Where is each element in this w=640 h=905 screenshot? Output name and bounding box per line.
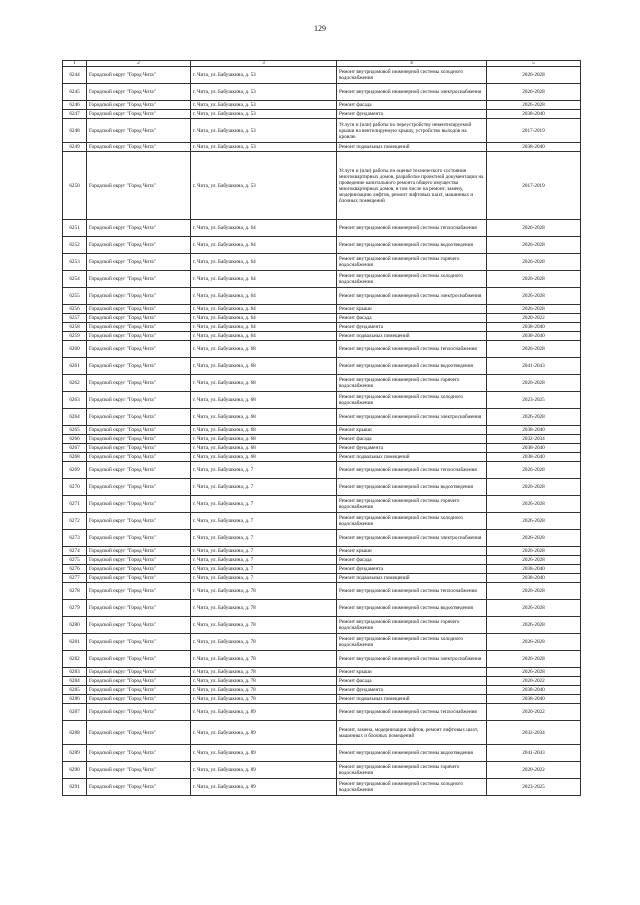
municipality-cell: Городской округ "Город Чита" xyxy=(87,220,191,237)
work-type-cell: Ремонт внутридомовой инженерной системы теплоснабжения xyxy=(337,704,487,721)
period-cell: 2020-2022 xyxy=(487,677,581,686)
work-type-cell: Ремонт фасада xyxy=(337,435,487,444)
work-type-cell: Ремонт внутридомовой инженерной системы холодного водоснабжения xyxy=(337,779,487,796)
table-row xyxy=(63,84,581,101)
work-type-cell: Ремонт внутридомовой инженерной системы электроснабжения xyxy=(337,288,487,305)
address-cell: г. Чита, ул. Бабушкина, д. 68 xyxy=(191,409,337,426)
period-cell: 2026-2028 xyxy=(487,496,581,513)
municipality-cell: Городской округ "Город Чита" xyxy=(87,695,191,704)
work-type-cell: Ремонт внутридомовой инженерной системы электроснабжения xyxy=(337,84,487,101)
row-number-cell: 6275 xyxy=(63,556,87,565)
municipality-cell: Городской округ "Город Чита" xyxy=(87,110,191,119)
municipality-cell: Городской округ "Город Чита" xyxy=(87,634,191,651)
municipality-cell: Городской округ "Город Чита" xyxy=(87,779,191,796)
municipality-cell: Городской округ "Город Чита" xyxy=(87,288,191,305)
period-cell: 2026-2028 xyxy=(487,409,581,426)
address-cell: г. Чита, ул. Бабушкина, д. 64 xyxy=(191,305,337,314)
table-row xyxy=(63,254,581,271)
address-cell: г. Чита, ул. Бабушкина, д. 68 xyxy=(191,453,337,462)
address-cell: г. Чита, ул. Бабушкина, д. 89 xyxy=(191,704,337,721)
row-number-cell: 6250 xyxy=(63,152,87,220)
work-type-cell: Ремонт внутридомовой инженерной системы водоотведения xyxy=(337,237,487,254)
period-cell: 2038-2040 xyxy=(487,426,581,435)
address-cell: г. Чита, ул. Бабушкина, д. 7 xyxy=(191,513,337,530)
row-number-cell: 6268 xyxy=(63,453,87,462)
repair-schedule-table xyxy=(62,60,581,796)
table-row xyxy=(63,651,581,668)
row-number-cell: 6283 xyxy=(63,668,87,677)
municipality-cell: Городской округ "Город Чита" xyxy=(87,426,191,435)
work-type-cell: Ремонт фундамента xyxy=(337,686,487,695)
row-number-cell: 6276 xyxy=(63,565,87,574)
table-row xyxy=(63,574,581,583)
row-number-cell: 6256 xyxy=(63,305,87,314)
work-type-cell: Ремонт внутридомовой инженерной системы горячего водоснабжения xyxy=(337,762,487,779)
row-number-cell: 6255 xyxy=(63,288,87,305)
municipality-cell: Городской округ "Город Чита" xyxy=(87,704,191,721)
address-cell: г. Чита, ул. Бабушкина, д. 68 xyxy=(191,444,337,453)
row-number-cell: 6273 xyxy=(63,530,87,547)
address-cell: г. Чита, ул. Бабушкина, д. 68 xyxy=(191,435,337,444)
work-type-cell: Ремонт подвальных помещений xyxy=(337,574,487,583)
municipality-cell: Городской округ "Город Чита" xyxy=(87,305,191,314)
municipality-cell: Городской округ "Город Чита" xyxy=(87,462,191,479)
work-type-cell: Ремонт внутридомовой инженерной системы электроснабжения xyxy=(337,530,487,547)
municipality-cell: Городской округ "Город Чита" xyxy=(87,565,191,574)
table-row xyxy=(63,556,581,565)
table-row xyxy=(63,409,581,426)
period-cell: 2017-2019 xyxy=(487,119,581,143)
table-row xyxy=(63,600,581,617)
work-type-cell: Ремонт внутридомовой инженерной системы теплоснабжения xyxy=(337,462,487,479)
address-cell: г. Чита, ул. Бабушкина, д. 53 xyxy=(191,84,337,101)
work-type-cell: Ремонт внутридомовой инженерной системы холодного водоснабжения xyxy=(337,513,487,530)
table-row xyxy=(63,67,581,84)
table-row xyxy=(63,143,581,152)
table-row xyxy=(63,426,581,435)
row-number-cell: 6277 xyxy=(63,574,87,583)
municipality-cell: Городской округ "Город Чита" xyxy=(87,435,191,444)
period-cell: 2026-2028 xyxy=(487,583,581,600)
table-row xyxy=(63,762,581,779)
table-row xyxy=(63,444,581,453)
municipality-cell: Городской округ "Город Чита" xyxy=(87,444,191,453)
work-type-cell: Ремонт крыши xyxy=(337,668,487,677)
row-number-cell: 6260 xyxy=(63,341,87,358)
row-number-cell: 6284 xyxy=(63,677,87,686)
table-row xyxy=(63,332,581,341)
address-cell: г. Чита, ул. Бабушкина, д. 64 xyxy=(191,220,337,237)
row-number-cell: 6266 xyxy=(63,435,87,444)
row-number-cell: 6282 xyxy=(63,651,87,668)
work-type-cell: Ремонт крыши xyxy=(337,305,487,314)
row-number-cell: 6281 xyxy=(63,634,87,651)
address-cell: г. Чита, ул. Бабушкина, д. 64 xyxy=(191,332,337,341)
address-cell: г. Чита, ул. Бабушкина, д. 53 xyxy=(191,67,337,84)
work-type-cell: Ремонт фундамента xyxy=(337,110,487,119)
municipality-cell: Городской округ "Город Чита" xyxy=(87,745,191,762)
period-cell: 2026-2028 xyxy=(487,84,581,101)
table-row xyxy=(63,220,581,237)
table-row xyxy=(63,462,581,479)
address-cell: г. Чита, ул. Бабушкина, д. 7 xyxy=(191,479,337,496)
period-cell: 2038-2040 xyxy=(487,453,581,462)
table-row xyxy=(63,271,581,288)
work-type-cell: Ремонт внутридомовой инженерной системы горячего водоснабжения xyxy=(337,617,487,634)
table-row xyxy=(63,288,581,305)
row-number-cell: 6264 xyxy=(63,409,87,426)
address-cell: г. Чита, ул. Бабушкина, д. 64 xyxy=(191,323,337,332)
table-row xyxy=(63,668,581,677)
period-cell: 2038-2040 xyxy=(487,574,581,583)
table-row xyxy=(63,479,581,496)
address-cell: г. Чита, ул. Бабушкина, д. 7 xyxy=(191,556,337,565)
row-number-cell: 6288 xyxy=(63,721,87,745)
municipality-cell: Городской округ "Город Чита" xyxy=(87,617,191,634)
address-cell: г. Чита, ул. Бабушкина, д. 78 xyxy=(191,677,337,686)
page-number: 129 xyxy=(314,24,326,33)
period-cell: 2026-2028 xyxy=(487,634,581,651)
work-type-cell: Услуги и (или) работы по оценке технического состояния многоквартирных домов, разработке проектной документации на проведение капитального ремонта общего имущества многоквартирных домов, в том числе на ремонт, замену, модернизацию лифтов, ремонт лифтовых шахт, машинных и блочных помещений xyxy=(337,152,487,220)
row-number-cell: 6274 xyxy=(63,547,87,556)
municipality-cell: Городской округ "Город Чита" xyxy=(87,358,191,375)
work-type-cell: Ремонт внутридомовой инженерной системы электроснабжения xyxy=(337,651,487,668)
column-number: 1 xyxy=(63,61,87,67)
address-cell: г. Чита, ул. Бабушкина, д. 7 xyxy=(191,496,337,513)
period-cell: 2026-2028 xyxy=(487,220,581,237)
address-cell: г. Чита, ул. Бабушкина, д. 78 xyxy=(191,617,337,634)
address-cell: г. Чита, ул. Бабушкина, д. 68 xyxy=(191,341,337,358)
period-cell: 2038-2040 xyxy=(487,695,581,704)
municipality-cell: Городской округ "Город Чита" xyxy=(87,556,191,565)
address-cell: г. Чита, ул. Бабушкина, д. 53 xyxy=(191,110,337,119)
address-cell: г. Чита, ул. Бабушкина, д. 53 xyxy=(191,143,337,152)
period-cell: 2023-2025 xyxy=(487,779,581,796)
row-number-cell: 6244 xyxy=(63,67,87,84)
work-type-cell: Ремонт внутридомовой инженерной системы горячего водоснабжения xyxy=(337,375,487,392)
address-cell: г. Чита, ул. Бабушкина, д. 78 xyxy=(191,651,337,668)
period-cell: 2026-2028 xyxy=(487,288,581,305)
table-row xyxy=(63,375,581,392)
row-number-cell: 6267 xyxy=(63,444,87,453)
municipality-cell: Городской округ "Город Чита" xyxy=(87,762,191,779)
period-cell: 2026-2028 xyxy=(487,479,581,496)
row-number-cell: 6254 xyxy=(63,271,87,288)
municipality-cell: Городской округ "Город Чита" xyxy=(87,332,191,341)
municipality-cell: Городской округ "Город Чита" xyxy=(87,101,191,110)
table-row xyxy=(63,119,581,143)
address-cell: г. Чита, ул. Бабушкина, д. 64 xyxy=(191,237,337,254)
municipality-cell: Городской округ "Город Чита" xyxy=(87,496,191,513)
period-cell: 2017-2019 xyxy=(487,152,581,220)
municipality-cell: Городской округ "Город Чита" xyxy=(87,237,191,254)
address-cell: г. Чита, ул. Бабушкина, д. 7 xyxy=(191,574,337,583)
work-type-cell: Ремонт внутридомовой инженерной системы холодного водоснабжения xyxy=(337,392,487,409)
municipality-cell: Городской округ "Город Чита" xyxy=(87,721,191,745)
table-row xyxy=(63,565,581,574)
municipality-cell: Городской округ "Город Чита" xyxy=(87,574,191,583)
table-row xyxy=(63,745,581,762)
municipality-cell: Городской округ "Город Чита" xyxy=(87,677,191,686)
table-row xyxy=(63,704,581,721)
period-cell: 2020-2022 xyxy=(487,704,581,721)
row-number-cell: 6265 xyxy=(63,426,87,435)
address-cell: г. Чита, ул. Бабушкина, д. 7 xyxy=(191,462,337,479)
work-type-cell: Ремонт внутридомовой инженерной системы водоотведения xyxy=(337,358,487,375)
table-row xyxy=(63,392,581,409)
table-row xyxy=(63,721,581,745)
row-number-cell: 6252 xyxy=(63,237,87,254)
work-type-cell: Ремонт подвальных помещений xyxy=(337,695,487,704)
municipality-cell: Городской округ "Город Чита" xyxy=(87,119,191,143)
period-cell: 2041-2043 xyxy=(487,358,581,375)
work-type-cell: Ремонт внутридомовой инженерной системы холодного водоснабжения xyxy=(337,271,487,288)
address-cell: г. Чита, ул. Бабушкина, д. 7 xyxy=(191,547,337,556)
row-number-cell: 6285 xyxy=(63,686,87,695)
row-number-cell: 6263 xyxy=(63,392,87,409)
period-cell: 2041-2043 xyxy=(487,745,581,762)
address-cell: г. Чита, ул. Бабушкина, д. 7 xyxy=(191,565,337,574)
address-cell: г. Чита, ул. Бабушкина, д. 78 xyxy=(191,600,337,617)
row-number-cell: 6269 xyxy=(63,462,87,479)
period-cell: 2026-2028 xyxy=(487,530,581,547)
period-cell: 2038-2040 xyxy=(487,565,581,574)
address-cell: г. Чита, ул. Бабушкина, д. 89 xyxy=(191,721,337,745)
work-type-cell: Ремонт внутридомовой инженерной системы холодного водоснабжения xyxy=(337,634,487,651)
municipality-cell: Городской округ "Город Чита" xyxy=(87,152,191,220)
table-row xyxy=(63,305,581,314)
period-cell: 2020-2022 xyxy=(487,762,581,779)
table-row xyxy=(63,110,581,119)
row-number-cell: 6272 xyxy=(63,513,87,530)
row-number-cell: 6247 xyxy=(63,110,87,119)
work-type-cell: Ремонт крыши xyxy=(337,426,487,435)
work-type-cell: Ремонт фасада xyxy=(337,556,487,565)
work-type-cell: Ремонт фундамента xyxy=(337,565,487,574)
table-row xyxy=(63,779,581,796)
work-type-cell: Ремонт подвальных помещений xyxy=(337,453,487,462)
period-cell: 2026-2028 xyxy=(487,651,581,668)
work-type-cell: Ремонт внутридомовой инженерной системы водоотведения xyxy=(337,479,487,496)
work-type-cell: Ремонт фасада xyxy=(337,314,487,323)
municipality-cell: Городской округ "Город Чита" xyxy=(87,254,191,271)
address-cell: г. Чита, ул. Бабушкина, д. 78 xyxy=(191,695,337,704)
address-cell: г. Чита, ул. Бабушкина, д. 7 xyxy=(191,530,337,547)
work-type-cell: Ремонт фасада xyxy=(337,677,487,686)
row-number-cell: 6270 xyxy=(63,479,87,496)
municipality-cell: Городской округ "Город Чита" xyxy=(87,651,191,668)
address-cell: г. Чита, ул. Бабушкина, д. 53 xyxy=(191,101,337,110)
work-type-cell: Ремонт подвальных помещений xyxy=(337,332,487,341)
period-cell: 2026-2028 xyxy=(487,341,581,358)
period-cell: 2026-2028 xyxy=(487,254,581,271)
municipality-cell: Городской округ "Город Чита" xyxy=(87,479,191,496)
municipality-cell: Городской округ "Город Чита" xyxy=(87,341,191,358)
address-cell: г. Чита, ул. Бабушкина, д. 68 xyxy=(191,392,337,409)
period-cell: 2038-2040 xyxy=(487,143,581,152)
table-row xyxy=(63,617,581,634)
municipality-cell: Городской округ "Город Чита" xyxy=(87,600,191,617)
row-number-cell: 6262 xyxy=(63,375,87,392)
municipality-cell: Городской округ "Город Чита" xyxy=(87,323,191,332)
period-cell: 2026-2028 xyxy=(487,556,581,565)
row-number-cell: 6278 xyxy=(63,583,87,600)
table-row xyxy=(63,237,581,254)
address-cell: г. Чита, ул. Бабушкина, д. 89 xyxy=(191,779,337,796)
period-cell: 2026-2028 xyxy=(487,101,581,110)
period-cell: 2026-2028 xyxy=(487,237,581,254)
row-number-cell: 6258 xyxy=(63,323,87,332)
municipality-cell: Городской округ "Город Чита" xyxy=(87,314,191,323)
municipality-cell: Городской округ "Город Чита" xyxy=(87,271,191,288)
row-number-cell: 6257 xyxy=(63,314,87,323)
row-number-cell: 6287 xyxy=(63,704,87,721)
period-cell: 2026-2028 xyxy=(487,67,581,84)
column-number: 3 xyxy=(191,61,337,67)
row-number-cell: 6259 xyxy=(63,332,87,341)
work-type-cell: Ремонт внутридомовой инженерной системы теплоснабжения xyxy=(337,341,487,358)
table-row xyxy=(63,496,581,513)
period-cell: 2032-2034 xyxy=(487,435,581,444)
address-cell: г. Чита, ул. Бабушкина, д. 68 xyxy=(191,358,337,375)
column-number: 2 xyxy=(87,61,191,67)
municipality-cell: Городской округ "Город Чита" xyxy=(87,392,191,409)
address-cell: г. Чита, ул. Бабушкина, д. 68 xyxy=(191,426,337,435)
address-cell: г. Чита, ул. Бабушкина, д. 68 xyxy=(191,375,337,392)
address-cell: г. Чита, ул. Бабушкина, д. 64 xyxy=(191,288,337,305)
municipality-cell: Городской округ "Город Чита" xyxy=(87,67,191,84)
period-cell: 2026-2028 xyxy=(487,462,581,479)
table-row xyxy=(63,152,581,220)
work-type-cell: Ремонт фасада xyxy=(337,101,487,110)
period-cell: 2026-2028 xyxy=(487,375,581,392)
table-row xyxy=(63,547,581,556)
row-number-cell: 6289 xyxy=(63,745,87,762)
period-cell: 2023-2025 xyxy=(487,392,581,409)
work-type-cell: Ремонт внутридомовой инженерной системы горячего водоснабжения xyxy=(337,254,487,271)
address-cell: г. Чита, ул. Бабушкина, д. 64 xyxy=(191,254,337,271)
period-cell: 2026-2028 xyxy=(487,600,581,617)
row-number-cell: 6280 xyxy=(63,617,87,634)
row-number-cell: 6251 xyxy=(63,220,87,237)
period-cell: 2026-2028 xyxy=(487,305,581,314)
table-row xyxy=(63,634,581,651)
work-type-cell: Ремонт внутридомовой инженерной системы теплоснабжения xyxy=(337,220,487,237)
municipality-cell: Городской округ "Город Чита" xyxy=(87,375,191,392)
table-row xyxy=(63,314,581,323)
table-row xyxy=(63,530,581,547)
address-cell: г. Чита, ул. Бабушкина, д. 78 xyxy=(191,668,337,677)
municipality-cell: Городской округ "Город Чита" xyxy=(87,453,191,462)
address-cell: г. Чита, ул. Бабушкина, д. 78 xyxy=(191,634,337,651)
address-cell: г. Чита, ул. Бабушкина, д. 78 xyxy=(191,583,337,600)
table-row xyxy=(63,435,581,444)
address-cell: г. Чита, ул. Бабушкина, д. 89 xyxy=(191,762,337,779)
row-number-cell: 6246 xyxy=(63,101,87,110)
work-type-cell: Ремонт внутридомовой инженерной системы водоотведения xyxy=(337,745,487,762)
table-row xyxy=(63,686,581,695)
municipality-cell: Городской округ "Город Чита" xyxy=(87,668,191,677)
work-type-cell: Услуги и (или) работы по переустройству невентилируемой крыши на вентилируемую крышу, устройство выходов на кровлю xyxy=(337,119,487,143)
row-number-cell: 6271 xyxy=(63,496,87,513)
address-cell: г. Чита, ул. Бабушкина, д. 78 xyxy=(191,686,337,695)
work-type-cell: Ремонт внутридомовой инженерной системы горячего водоснабжения xyxy=(337,496,487,513)
period-cell: 2026-2028 xyxy=(487,513,581,530)
municipality-cell: Городской округ "Город Чита" xyxy=(87,143,191,152)
period-cell: 2026-2028 xyxy=(487,617,581,634)
period-cell: 2026-2028 xyxy=(487,668,581,677)
work-type-cell: Ремонт внутридомовой инженерной системы электроснабжения xyxy=(337,409,487,426)
address-cell: г. Чита, ул. Бабушкина, д. 53 xyxy=(191,119,337,143)
work-type-cell: Ремонт подвальных помещений xyxy=(337,143,487,152)
work-type-cell: Ремонт фундамента xyxy=(337,323,487,332)
row-number-cell: 6245 xyxy=(63,84,87,101)
column-number: 5 xyxy=(487,61,581,67)
work-type-cell: Ремонт крыши xyxy=(337,547,487,556)
work-type-cell: Ремонт внутридомовой инженерной системы теплоснабжения xyxy=(337,583,487,600)
address-cell: г. Чита, ул. Бабушкина, д. 89 xyxy=(191,745,337,762)
work-type-cell: Ремонт внутридомовой инженерной системы холодного водоснабжения xyxy=(337,67,487,84)
address-cell: г. Чита, ул. Бабушкина, д. 64 xyxy=(191,314,337,323)
municipality-cell: Городской округ "Город Чита" xyxy=(87,409,191,426)
row-number-cell: 6291 xyxy=(63,779,87,796)
row-number-cell: 6249 xyxy=(63,143,87,152)
address-cell: г. Чита, ул. Бабушкина, д. 64 xyxy=(191,271,337,288)
period-cell: 2020-2022 xyxy=(487,314,581,323)
period-cell: 2026-2028 xyxy=(487,271,581,288)
row-number-cell: 6261 xyxy=(63,358,87,375)
row-number-cell: 6286 xyxy=(63,695,87,704)
period-cell: 2038-2040 xyxy=(487,323,581,332)
table-row xyxy=(63,695,581,704)
work-type-cell: Ремонт фундамента xyxy=(337,444,487,453)
period-cell: 2038-2040 xyxy=(487,686,581,695)
table-row xyxy=(63,101,581,110)
period-cell: 2026-2028 xyxy=(487,547,581,556)
period-cell: 2032-2034 xyxy=(487,721,581,745)
table-row xyxy=(63,583,581,600)
table-row xyxy=(63,677,581,686)
municipality-cell: Городской округ "Город Чита" xyxy=(87,547,191,556)
municipality-cell: Городской округ "Город Чита" xyxy=(87,84,191,101)
municipality-cell: Городской округ "Город Чита" xyxy=(87,513,191,530)
municipality-cell: Городской округ "Город Чита" xyxy=(87,583,191,600)
column-number: 4 xyxy=(337,61,487,67)
period-cell: 2038-2040 xyxy=(487,332,581,341)
table-row xyxy=(63,341,581,358)
row-number-cell: 6253 xyxy=(63,254,87,271)
period-cell: 2038-2040 xyxy=(487,110,581,119)
table-row xyxy=(63,513,581,530)
address-cell: г. Чита, ул. Бабушкина, д. 53 xyxy=(191,152,337,220)
work-type-cell: Ремонт, замена, модернизация лифтов, ремонт лифтовых шахт, машинных и блочных помещений xyxy=(337,721,487,745)
row-number-cell: 6248 xyxy=(63,119,87,143)
period-cell: 2038-2040 xyxy=(487,444,581,453)
table-row xyxy=(63,453,581,462)
table-row xyxy=(63,323,581,332)
row-number-cell: 6290 xyxy=(63,762,87,779)
row-number-cell: 6279 xyxy=(63,600,87,617)
municipality-cell: Городской округ "Город Чита" xyxy=(87,686,191,695)
work-type-cell: Ремонт внутридомовой инженерной системы водоотведения xyxy=(337,600,487,617)
municipality-cell: Городской округ "Город Чита" xyxy=(87,530,191,547)
table-row xyxy=(63,358,581,375)
